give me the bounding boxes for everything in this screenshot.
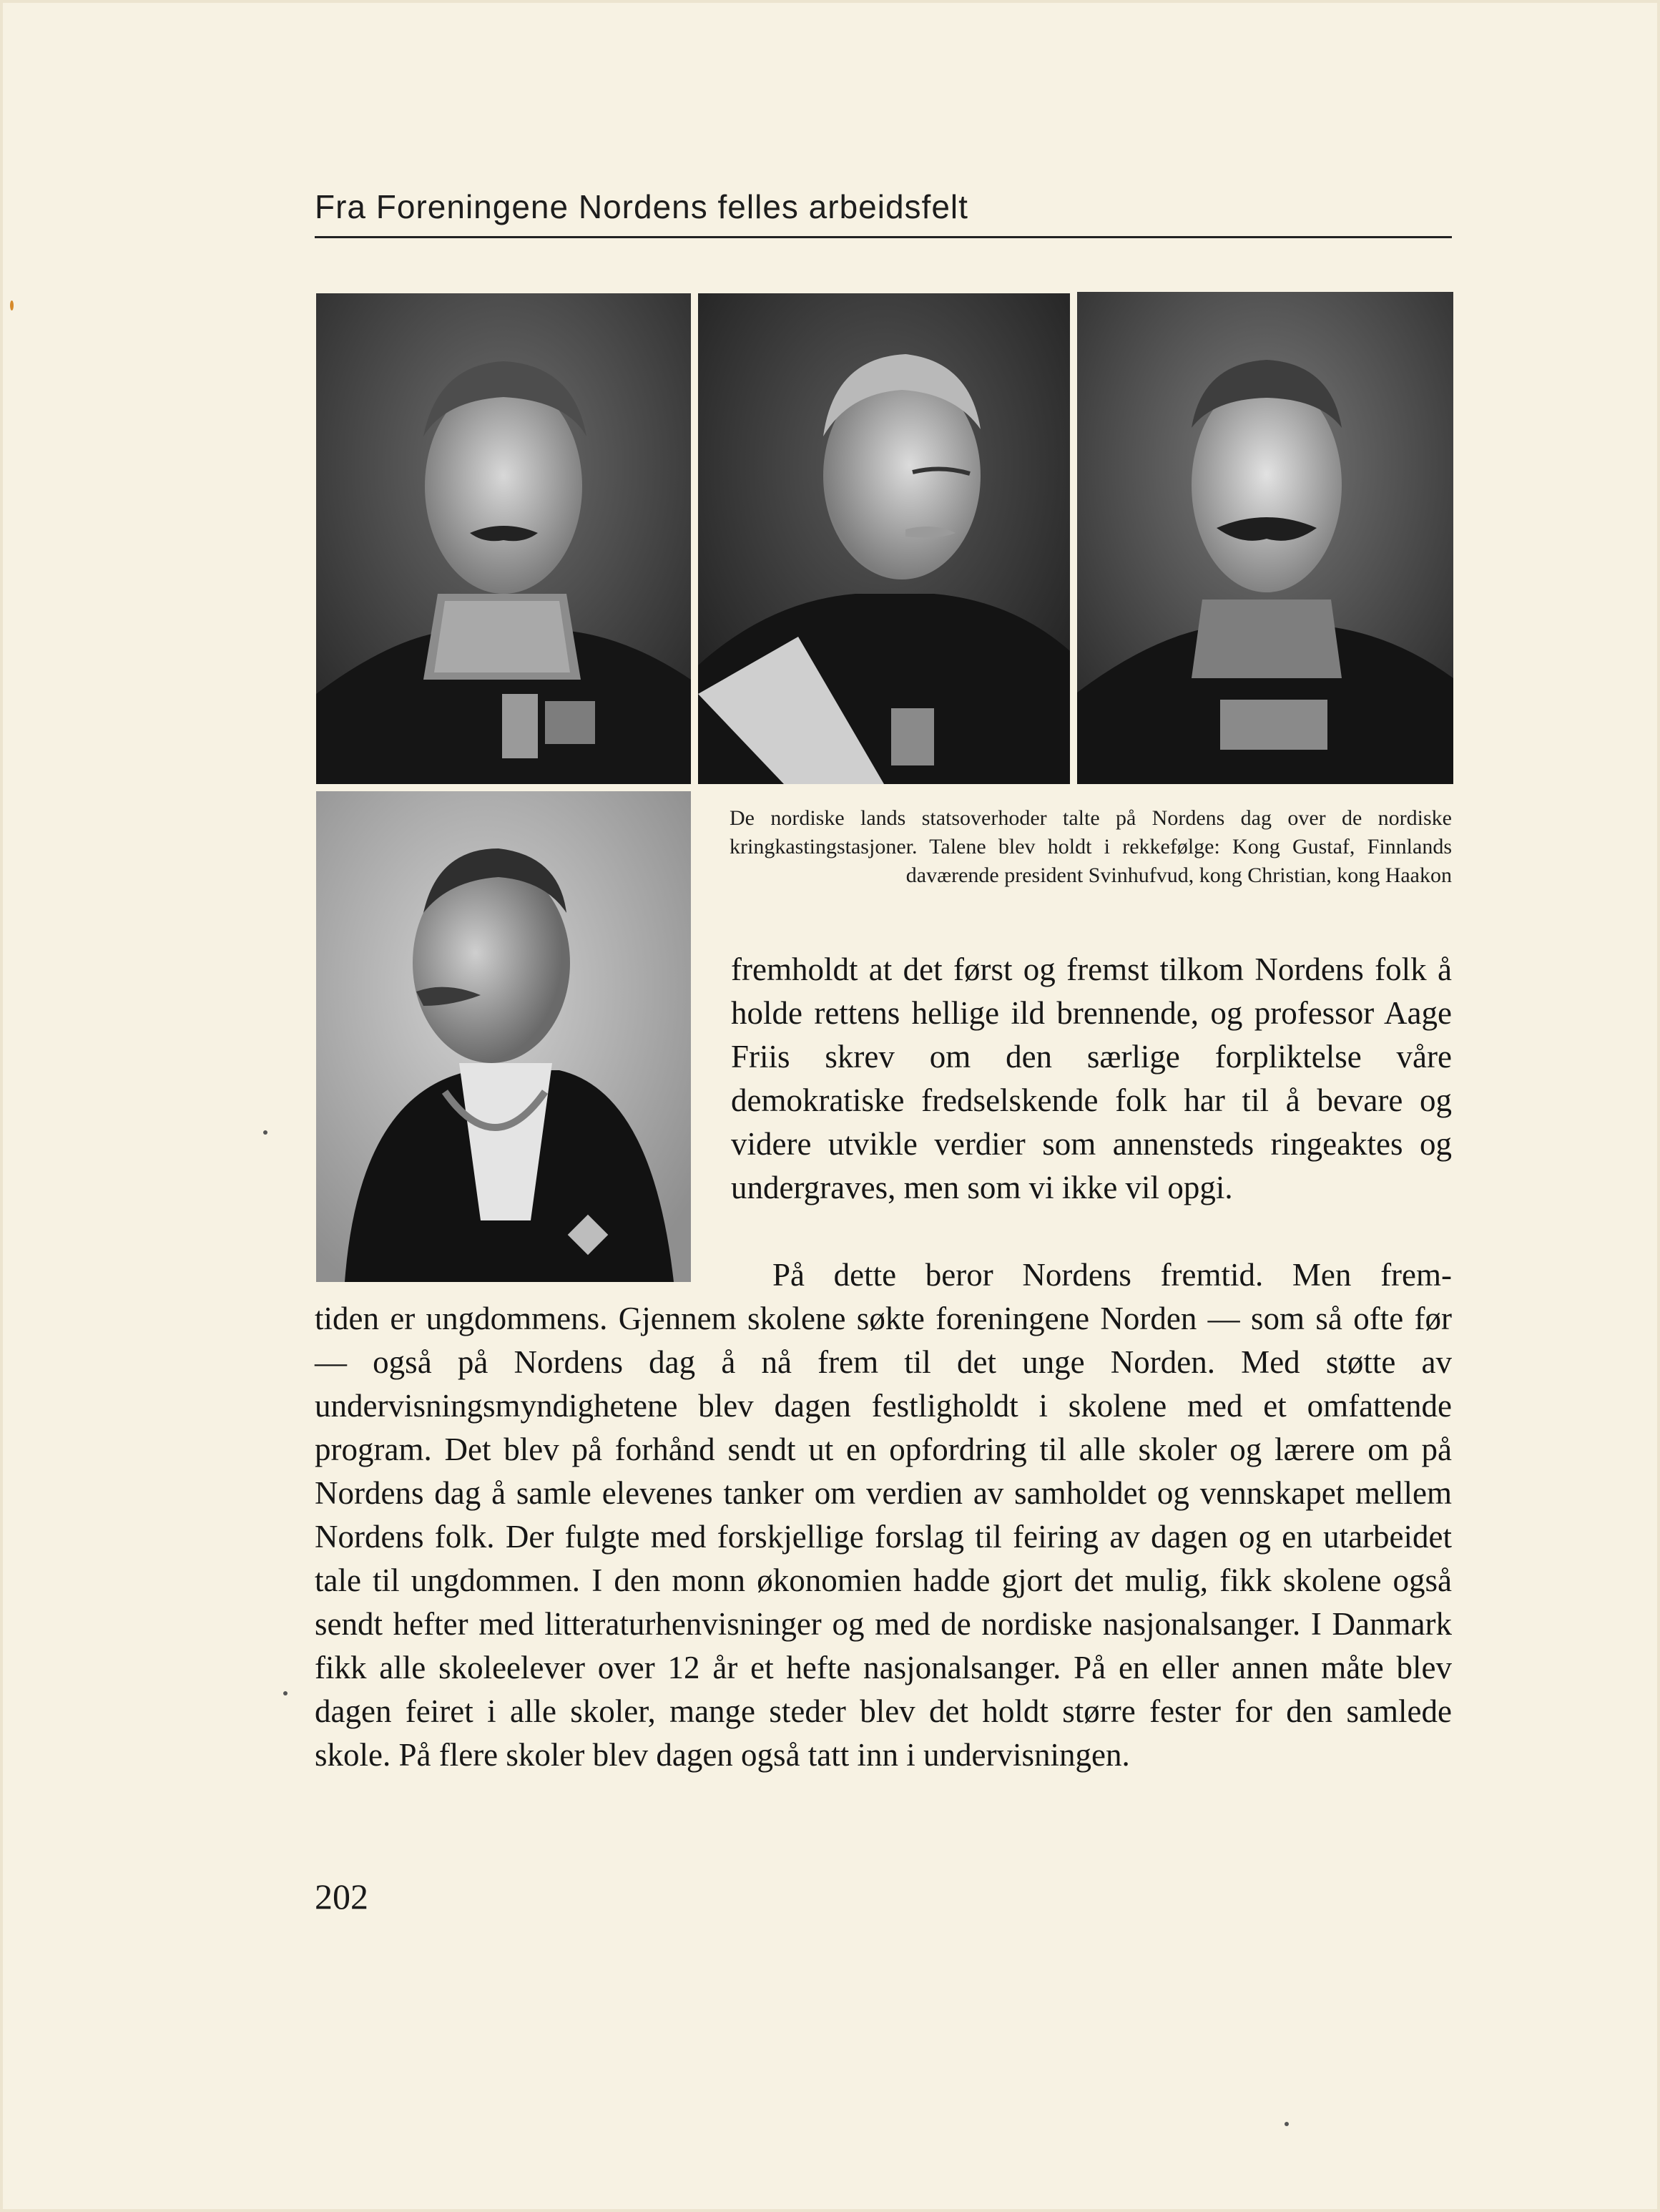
portrait-photo-2: [698, 293, 1070, 784]
photo-caption: De nordiske lands statsoverhoder talte på Nordens dag over de nordiske kringkastingstasjoner. Talene blev holdt i rekkefølge: Kong Gustaf, Finnlands daværende president Svinhufvud, kong Christian, kong Haakon: [730, 806, 1452, 887]
page-blemish: [263, 1130, 267, 1135]
body-column-paragraph: fremholdt at det først og fremst tilkom Nordens folk å holde rettens hellige ild brennende, og professor Aage Friis skrev om den særlige forpliktelse våre demokratiske fredselskende folk har til å bevare og videre utvikle verdier som annensteds ringeaktes og undergraves, men som vi ikke vil opgi.: [731, 951, 1452, 1205]
portrait-photo-icon: [316, 293, 691, 784]
portrait-photo-icon: [698, 293, 1070, 784]
body-paragraph-start: På dette beror Nordens fremtid. Men frem-: [772, 1257, 1452, 1293]
page-blemish: [283, 1691, 288, 1695]
portrait-photo-icon: [316, 791, 691, 1282]
page-blemish: [1285, 2122, 1289, 2126]
portrait-photo-1: [316, 293, 691, 784]
running-head: Fra Foreningene Nordens felles arbeidsfelt: [315, 188, 968, 225]
body-full-paragraph: tiden er ungdommens. Gjennem skolene søkte foreningene Norden — som så ofte før — også på Nordens dag å nå frem til det unge Norden. Med støtte av undervisningsmyndighetene blev dagen festligholdt i skolene med et omfattende program. Det blev på forhånd sendt ut en opfordring til alle skoler og lærere om på Nordens dag å samle elevenes tanker om verdien av samholdet og vennskapet mellem Nordens folk. Der fulgte med forskjellige forslag til feiring av dagen og en utarbeidet tale til ungdommen. I den monn økonomien hadde gjort det mulig, fikk skolene også sendt hefter med litteraturhenvisninger og med de nordiske nasjonalsanger. I Danmark fikk alle skoleelever over 12 år et hefte nasjonalsanger. På en eller annen måte blev dagen feiret i alle skoler, mange steder blev det holdt større fester for den samlede skole. På flere skoler blev dagen også tatt inn i undervisningen.: [315, 1301, 1452, 1773]
page-number: 202: [315, 1876, 368, 1917]
portrait-photo-4: [316, 791, 691, 1282]
page-blemish: [10, 300, 14, 310]
header-rule: [315, 236, 1452, 238]
portrait-photo-3: [1077, 292, 1453, 784]
portrait-photo-icon: [1077, 292, 1453, 784]
